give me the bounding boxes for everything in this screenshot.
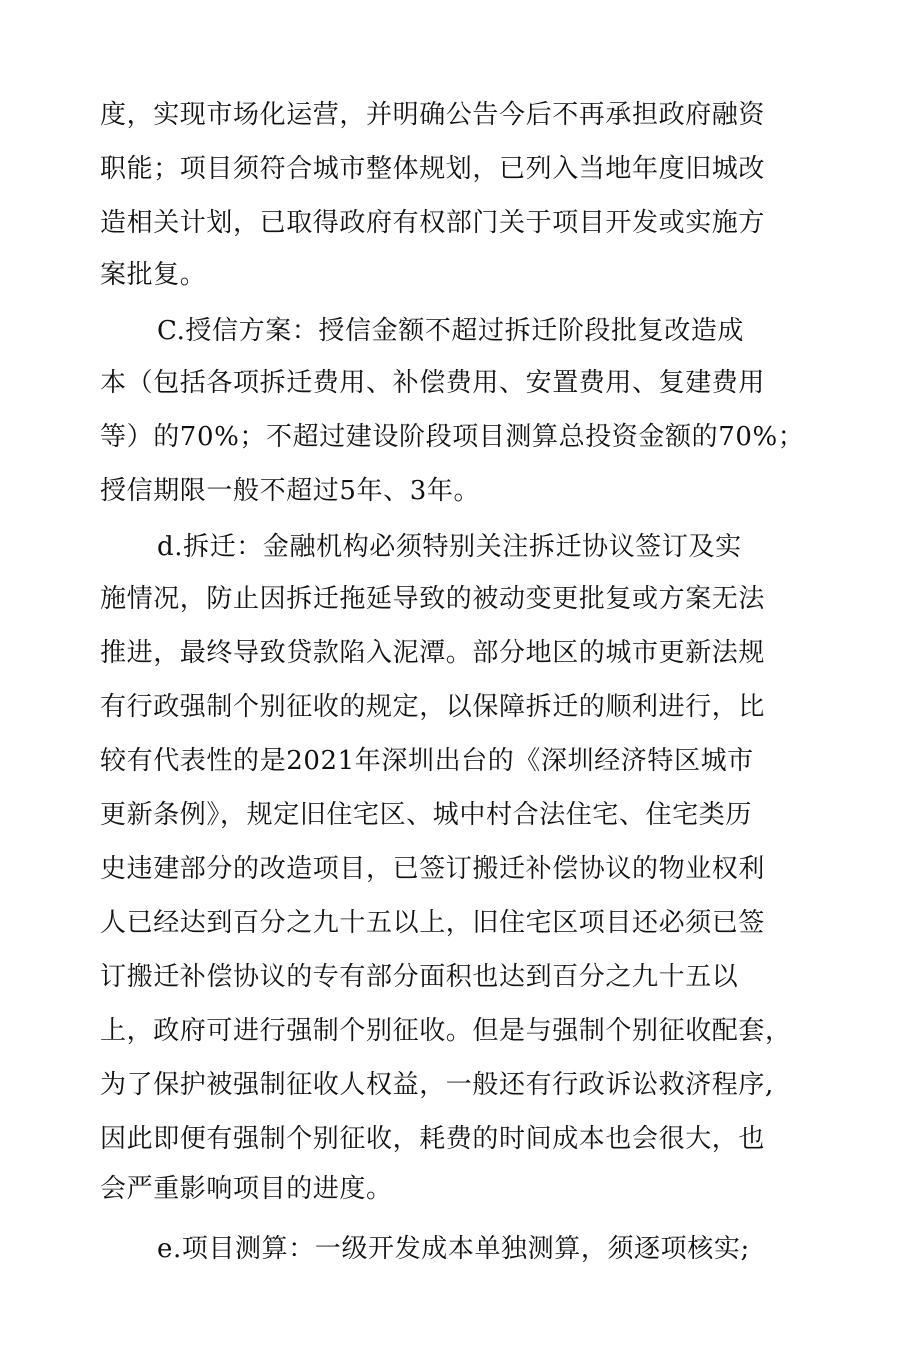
text-line: 较有代表性的是2021年深圳出台的《深圳经济特区城市 <box>100 746 754 776</box>
text-line: 有行政强制个别征收的规定，以保障拆迁的顺利进行，比 <box>100 692 766 722</box>
text-line: 度，实现市场化运营，并明确公告今后不再承担政府融资 <box>100 100 766 130</box>
text-line: 因此即便有强制个别征收，耗费的时间成本也会很大，也 <box>100 1124 766 1154</box>
text-line: 史违建部分的改造项目，已签订搬迁补偿协议的物业权利 <box>100 854 766 884</box>
text-line: 更新条例》，规定旧住宅区、城中村合法住宅、住宅类历 <box>100 800 753 830</box>
text-line: 人已经达到百分之九十五以上，旧住宅区项目还必须已签 <box>100 908 766 938</box>
text-line: 会严重影响项目的进度。 <box>100 1174 393 1204</box>
text-line: 为了保护被强制征收人权益，一般还有行政诉讼救济程序, <box>100 1070 774 1100</box>
text-line: 造相关计划，已取得政府有权部门关于项目开发或实施方 <box>100 208 766 238</box>
text-line: 订搬迁补偿协议的专有部分面积也达到百分之九十五以 <box>100 962 739 992</box>
text-line: 本（包括各项拆迁费用、补偿费用、安置费用、复建费用 <box>100 368 766 398</box>
paragraph-d-line: d.拆迁：金融机构必须特别关注拆迁协议签订及实 <box>157 532 742 562</box>
text-line: 授信期限一般不超过5年、3年。 <box>100 476 481 506</box>
text-line: 推进，最终导致贷款陷入泥潭。部分地区的城市更新法规 <box>100 638 766 668</box>
paragraph-e-line: e.项目测算：一级开发成本单独测算，须逐项核实; <box>157 1234 750 1264</box>
text-line: 等）的70%；不超过建设阶段项目测算总投资金额的70%； <box>100 422 805 452</box>
text-line: 案批复。 <box>100 260 207 290</box>
text-line: 职能；项目须符合城市整体规划，已列入当地年度旧城改 <box>100 154 766 184</box>
text-line: 施情况，防止因拆迁拖延导致的被动变更批复或方案无法 <box>100 584 766 614</box>
text-line: 上，政府可进行强制个别征收。但是与强制个别征收配套， <box>100 1016 792 1046</box>
paragraph-c-line: C.授信方案：授信金额不超过拆迁阶段批复改造成 <box>157 316 745 346</box>
